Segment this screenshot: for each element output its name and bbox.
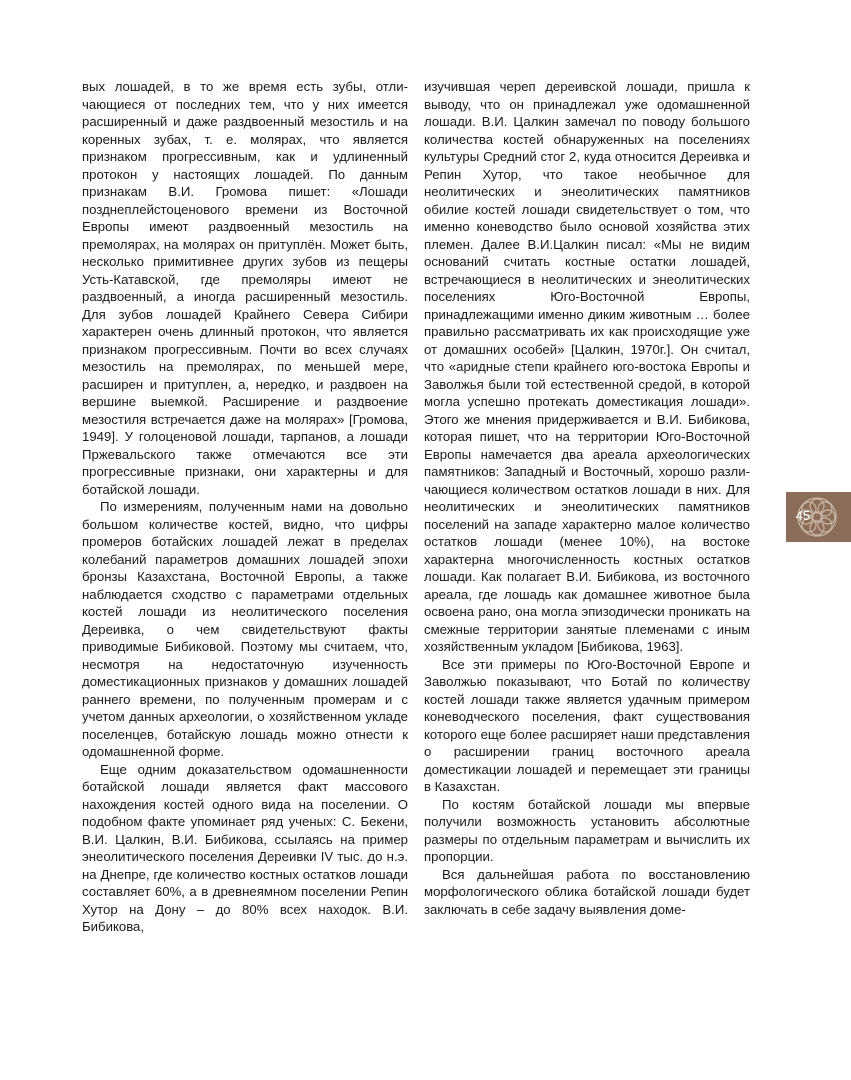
paragraph: Вся дальнейшая работа по восстановлению морфологического облика ботайской лошади будет заключать в себе задачу выявления доме- bbox=[424, 866, 750, 917]
page-number: 45 bbox=[795, 508, 811, 523]
left-column bbox=[82, 78, 408, 936]
paragraph: изучившая череп дереивской лошади, пришла к выводу, что он принадлежал уже одомашненной лошади. В.И. Цалкин замечал по поводу большого количества костей обнаруженных на поселениях культуры Средний стог 2, куда относится Дереивка и Репин Хутор, что такое необычное для неолитических и энеолитических памятников обилие костей лошади свидетельствует о том, что именно коневодство было основой хозяйства этих племен. Далее В.И.Цалкин писал: «Мы не видим оснований считать костные остатки лошадей, встречающиеся в неолитических и энеолитических поселениях Юго-Восточной Европы, принадлежащими именно диким животным … более правильно рассматривать их как происходящие уже от домашних особей» [Цалкин, 1970г.]. Он считал, что «аридные степи крайнего юго-востока Европы и Заволжья были той естественной средой, в которой могла успешно протекать доместикация лошади». Этого же мнения придерживается и В.И. Бибикова, которая пишет, что на территории Юго-Восточной Европы намечается два ареала археологических памятников: Западный и Восточный, хорошо различающиеся количеством остатков лошади в них. Для неолитических и энеолитических памятников поселений на западе характерно малое количество остатков лошади (менее 10%), на востоке характерна многочисленность костных остатков лошади. Как полагает В.И. Бибикова, из восточного ареала, где лошадь как домашнее животное была освоена рано, она могла эпизодически проникать на смежные территории занятые племенами с иным хозяйственным укладом [Бибикова, 1963]. bbox=[424, 79, 750, 654]
page-number-tab bbox=[786, 492, 851, 542]
paragraph: По костям ботайской лошади мы впервые получили возможность установить абсолютные размеры по отдельным параметрам и вычислить их пропорции. bbox=[424, 796, 750, 864]
paragraph: вых лошадей, в то же время есть зубы, отличающиеся от последних тем, что у них имеется расширенный и даже раздвоенный мезостиль и на коренных зубах, т. е. молярах, что является признаком прогрессивным, как и удлиненный протокон у настоящих лошадей. По данным признакам В.И. Громова пишет: «Лошади позднеплейстоценового времени из Восточной Европы имеют раздвоенный мезостиль на премолярах, на молярах он притуплён. Может быть, несколько примитивнее других зубов из пещеры Усть-Катавской, где премоляры имеют не раздвоенный, а иногда расширенный мезостиль. Для зубов лошадей Крайнего Севера Сибири характерен очень длинный протокон, что является признаком прогрессивным. Почти во всех случаях мезостиль на премолярах, по меньшей мере, расширен и притуплен, а, нередко, и раздвоен на вершине выемкой. Расширение и раздвоение мезостиля встречается даже на молярах» [Громова, 1949]. У голоценовой лошади, тарпанов, а лошади Пржевальского также отмечаются все эти прогрессивные признаки, они характерны и для ботайской лошади. bbox=[82, 79, 408, 497]
paragraph: По измерениям, полученным нами на довольно большом количестве костей, видно, что цифры промеров ботайских лошадей лежат в пределах колебаний параметров домашних лошадей эпохи бронзы Казахстана, Восточной Европы, а также наблюдается сходство с параметрами отдельных костей лошади из неолитического поселения Дереивка, о чем свидетельствуют факты приводимые Бибиковой. Поэтому мы считаем, что, несмотря на недостаточную изученность доместикационных признаков у домашних лошадей раннего времени, по полученным промерам и с учетом данных археологии, о хозяйственном укладе поселенцев, ботайскую лошадь можно отнести к одомашненной форме. bbox=[82, 499, 408, 759]
paragraph: Все эти примеры по Юго-Восточной Европе и Заволжью показывают, что Ботай по количеству костей лошади также является удачным примером коневодческого поселения, факт существования которого еще более расширяет наши представления о расширении границ восточного ареала доместикации лошадей и перемещает эти границы в Казахстан. bbox=[424, 656, 750, 794]
paragraph: Еще одним доказательством одомашненности ботайской лошади является факт массового нахождения костей одного вида на поселении. О подобном факте упоминает ряд ученых: С. Бекени, В.И. Цалкин, В.И. Бибикова, ссылаясь на пример энеолитического поселения Дереивки IV тыс. до н.э. на Днепре, где количество костных остатков лошади составляет 60%, а в древнеямном поселении Репин Хутор на Дону – до 80% всех находок. В.И. Бибикова, bbox=[82, 761, 408, 934]
right-column bbox=[424, 78, 750, 918]
